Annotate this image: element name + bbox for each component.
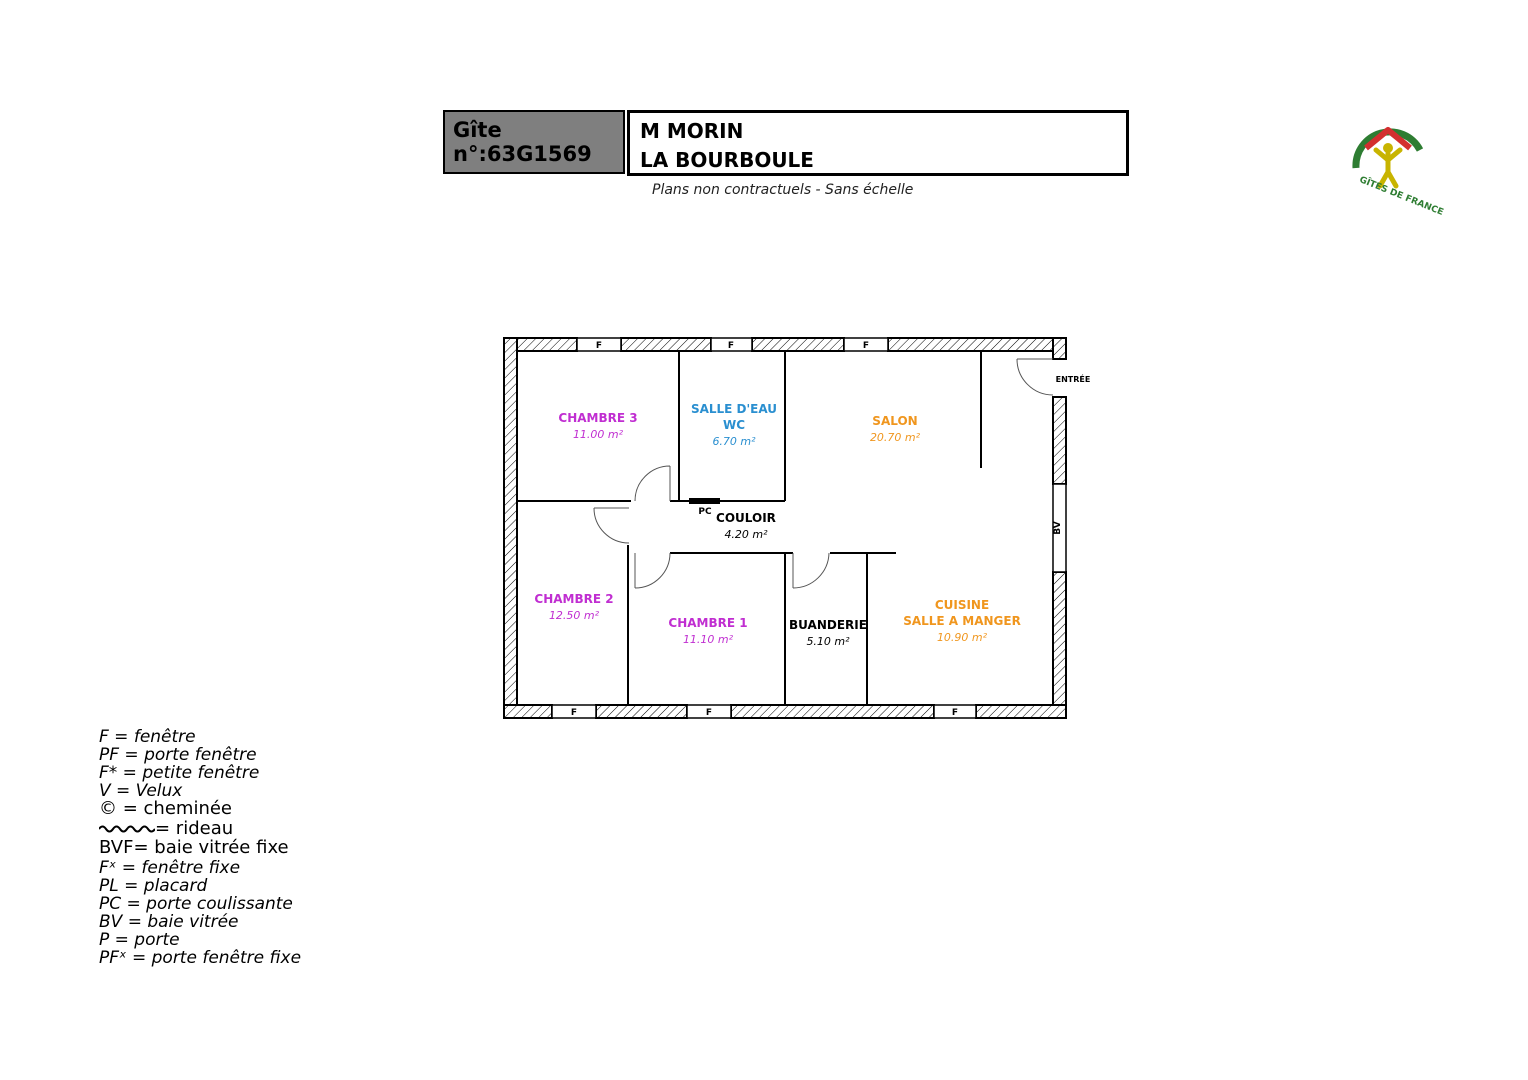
room-name-salle-eau: SALLE D'EAU xyxy=(690,402,778,416)
window-label: F xyxy=(862,341,870,351)
room-area-chambre-3: 11.00 m² xyxy=(572,428,624,441)
window-label: F xyxy=(727,341,735,351)
legend-item: F* = petite fenêtre xyxy=(99,763,260,783)
legend-item: PFˣ = porte fenêtre fixe xyxy=(99,947,302,968)
legend-item: PC = porte coulissante xyxy=(99,893,293,914)
room-name-buanderie: BUANDERIE xyxy=(789,618,867,632)
door-swings xyxy=(594,359,1053,588)
room-name-salle-a-manger: SALLE A MANGER xyxy=(903,614,1021,628)
gites-de-france-logo-icon xyxy=(1356,130,1445,218)
sliding-door xyxy=(689,498,720,504)
room-area-salon: 20.70 m² xyxy=(869,431,921,444)
curtain-icon xyxy=(99,824,155,834)
room-name-couloir: COULOIR xyxy=(716,511,776,525)
room-area-chambre-2: 12.50 m² xyxy=(548,609,600,622)
logo-text: GÎTES DE FRANCE xyxy=(1357,175,1445,219)
legend xyxy=(99,728,301,967)
room-name-chambre-2: CHAMBRE 2 xyxy=(534,592,614,606)
room-name-wc: WC xyxy=(722,418,746,432)
window-label: F xyxy=(705,708,713,718)
window-label: F xyxy=(595,341,603,351)
room-name-salon: SALON xyxy=(872,414,918,428)
owner-name: M MORIN xyxy=(640,119,744,143)
windows xyxy=(552,338,1066,718)
entrance-label: ENTRÉE xyxy=(1055,375,1091,384)
legend-item: BVF= baie vitrée fixe xyxy=(99,837,289,858)
legend-item: F = fenêtre xyxy=(99,727,196,747)
legend-item: V = Velux xyxy=(99,781,183,801)
window-label: F xyxy=(570,708,578,718)
town-name: LA BOURBOULE xyxy=(640,148,814,172)
sliding-door-label: PC xyxy=(698,507,712,517)
room-name-chambre-1: CHAMBRE 1 xyxy=(668,616,748,630)
legend-item: BV = baie vitrée xyxy=(99,911,239,932)
room-area-couloir: 4.20 m² xyxy=(724,528,768,541)
room-area-buanderie: 5.10 m² xyxy=(806,635,850,648)
gite-number: Gîte n°:63G1569 xyxy=(453,118,592,166)
legend-item: Fˣ = fenêtre fixe xyxy=(99,857,241,878)
room-area-salle-eau: 6.70 m² xyxy=(712,435,756,448)
legend-item: © = cheminée xyxy=(99,798,232,819)
room-name-cuisine: CUISINE xyxy=(934,598,990,612)
legend-item: PF = porte fenêtre xyxy=(99,745,257,765)
window-label: F xyxy=(951,708,959,718)
room-name-chambre-3: CHAMBRE 3 xyxy=(558,411,638,425)
bay-window-label: BV xyxy=(1053,521,1063,535)
plan-disclaimer: Plans non contractuels - Sans échelle xyxy=(652,182,914,198)
room-area-cuisine: 10.90 m² xyxy=(936,631,988,644)
legend-item: PL = placard xyxy=(99,875,208,896)
legend-item: P = porte xyxy=(99,929,180,950)
legend-item-text: = rideau xyxy=(155,817,234,839)
room-area-chambre-1: 11.10 m² xyxy=(682,633,734,646)
